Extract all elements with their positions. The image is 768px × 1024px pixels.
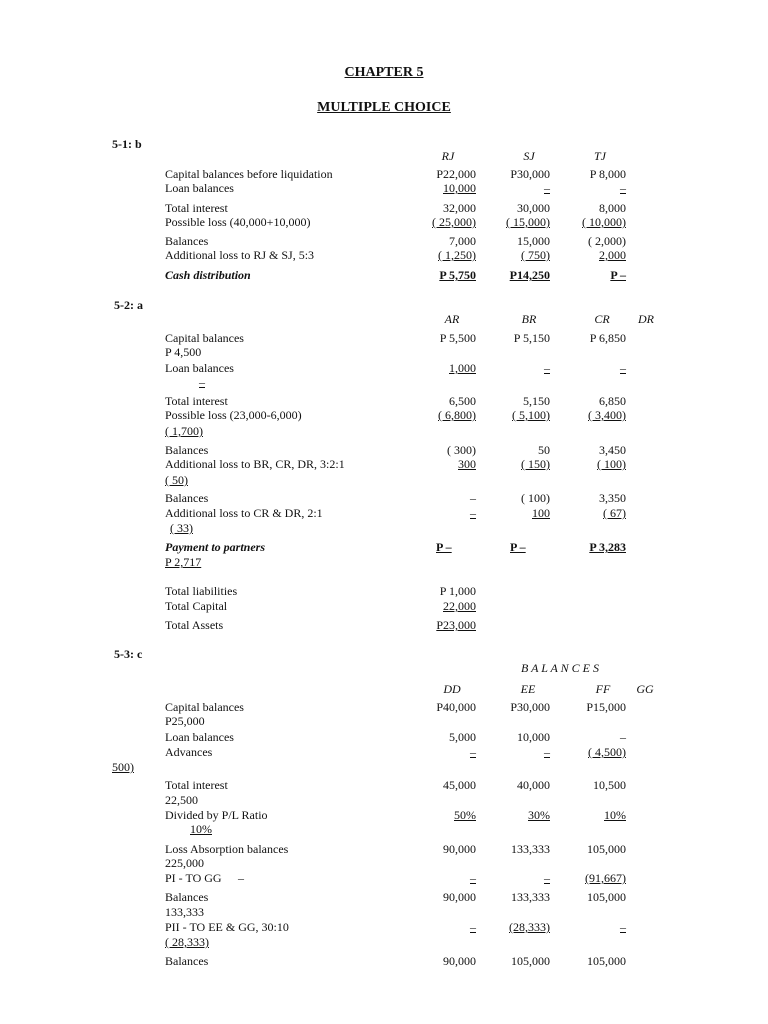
cell-value: 105,000 [587, 954, 626, 968]
cell-value: ( 100) [597, 457, 626, 471]
column-header: RJ [441, 149, 455, 163]
column-header: AR [444, 312, 460, 326]
cell-value: 300 [458, 457, 476, 471]
column-header: GG [636, 682, 654, 696]
cell-value: 133,333 [511, 842, 550, 856]
problem-label: 5-3: c [114, 647, 143, 661]
cell-value: 22,500 [165, 793, 198, 807]
row-label: PII - TO EE & GG, 30:10 [165, 920, 289, 934]
cell-value: 6,500 [449, 394, 476, 408]
cell-value: – [470, 920, 476, 934]
cell-value: ( 300) [447, 443, 476, 457]
cell-value: ( 28,333) [165, 935, 209, 949]
cell-value: ( 150) [521, 457, 550, 471]
cell-value: 2,000 [599, 248, 626, 262]
cell-value: – [544, 745, 550, 759]
column-header: EE [520, 682, 536, 696]
row-label: Balances [165, 491, 209, 505]
row-label: Total liabilities [165, 584, 238, 598]
cell-value: 90,000 [443, 842, 476, 856]
cell-value: – [620, 361, 626, 375]
cell-value: P 8,000 [589, 167, 626, 181]
row-label: Capital balances [165, 331, 244, 345]
cell-value: 30% [528, 808, 550, 822]
cell-value: 105,000 [587, 890, 626, 904]
column-header: DR [638, 312, 654, 326]
cell-value: 15,000 [517, 234, 550, 248]
cell-value: P40,000 [436, 700, 476, 714]
row-label: Loan balances [165, 181, 234, 195]
cell-value: 7,000 [449, 234, 476, 248]
cell-value: P23,000 [436, 618, 476, 632]
cell-value: ( 50) [165, 473, 188, 487]
column-header: BR [521, 312, 537, 326]
cell-value: – [470, 506, 476, 520]
row-label: Divided by P/L Ratio [165, 808, 268, 822]
cell-value: P 2,717 [165, 555, 202, 569]
cell-value: ( 5,100) [512, 408, 550, 422]
row-label: Loss Absorption balances [165, 842, 289, 856]
cell-value: 3,350 [599, 491, 626, 505]
cell-value: 10,500 [593, 778, 626, 792]
cell-value: 22,000 [443, 599, 476, 613]
row-label: Additional loss to RJ & SJ, 5:3 [165, 248, 315, 262]
column-header: TJ [594, 149, 606, 163]
row-label: Additional loss to CR & DR, 2:1 [165, 506, 323, 520]
cell-value: ( 15,000) [506, 215, 550, 229]
cell-value: P 1,000 [439, 584, 476, 598]
cell-value: 5,150 [523, 394, 550, 408]
cell-value: ( 100) [521, 491, 550, 505]
problem-label: 5-1: b [112, 137, 142, 151]
cell-value: ( 67) [603, 506, 626, 520]
cell-value: – [544, 871, 550, 885]
cell-value: P 6,850 [589, 331, 626, 345]
cell-value: 105,000 [587, 842, 626, 856]
cell-value: – [238, 871, 244, 885]
column-header: CR [594, 312, 610, 326]
cell-value: 500) [112, 760, 134, 774]
cell-value: 10% [604, 808, 626, 822]
cell-value: 50% [454, 808, 476, 822]
group-header: B A L A N C E S [521, 661, 599, 675]
row-label: Loan balances [165, 361, 234, 375]
cell-value: 90,000 [443, 954, 476, 968]
cell-value: P 5,150 [513, 331, 550, 345]
row-label: Possible loss (40,000+10,000) [165, 215, 311, 229]
cell-value: P15,000 [586, 700, 626, 714]
row-label: Capital balances before liquidation [165, 167, 333, 181]
cell-value: P25,000 [165, 714, 205, 728]
row-label: Balances [165, 443, 209, 457]
cell-value: 105,000 [511, 954, 550, 968]
cell-value: ( 33) [170, 521, 193, 535]
cell-value: 1,000 [449, 361, 476, 375]
cell-value: – [620, 181, 626, 195]
cell-value: P14,250 [509, 268, 550, 282]
cell-value: (91,667) [585, 871, 626, 885]
cell-value: 50 [538, 443, 550, 457]
cell-value: 133,333 [511, 890, 550, 904]
cell-value: P – [610, 268, 626, 282]
cell-value: P22,000 [436, 167, 476, 181]
cell-value: P30,000 [510, 700, 550, 714]
cell-value: – [544, 181, 550, 195]
cell-value: – [199, 375, 205, 389]
cell-value: ( 1,700) [165, 424, 203, 438]
cell-value: – [620, 920, 626, 934]
cell-value: P 3,283 [589, 540, 626, 554]
row-label: Advances [165, 745, 213, 759]
cell-value: 10% [190, 822, 212, 836]
cell-value: 30,000 [517, 201, 550, 215]
row-label: Loan balances [165, 730, 234, 744]
cell-value: 45,000 [443, 778, 476, 792]
cell-value: – [470, 745, 476, 759]
row-label: Balances [165, 234, 209, 248]
cell-value: ( 3,400) [588, 408, 626, 422]
cell-value: 40,000 [517, 778, 550, 792]
row-label: Total interest [165, 201, 228, 215]
cell-value: P30,000 [510, 167, 550, 181]
cell-value: P – [436, 540, 452, 554]
row-label: Payment to partners [165, 540, 266, 554]
column-header: FF [595, 682, 611, 696]
cell-value: – [544, 361, 550, 375]
cell-value: ( 750) [521, 248, 550, 262]
cell-value: P 4,500 [165, 345, 202, 359]
cell-value: ( 10,000) [582, 215, 626, 229]
row-label: Balances [165, 954, 209, 968]
cell-value: ( 1,250) [438, 248, 476, 262]
row-label: Possible loss (23,000-6,000) [165, 408, 302, 422]
row-label: Balances [165, 890, 209, 904]
column-header: SJ [523, 149, 535, 163]
cell-value: 100 [532, 506, 550, 520]
cell-value: P – [510, 540, 526, 554]
row-label: Total interest [165, 394, 228, 408]
cell-value: 10,000 [517, 730, 550, 744]
row-label: Capital balances [165, 700, 244, 714]
problem-label: 5-2: a [114, 298, 143, 312]
row-label: Cash distribution [165, 268, 251, 282]
row-label: Total Assets [165, 618, 224, 632]
cell-value: 133,333 [165, 905, 204, 919]
cell-value: ( 25,000) [432, 215, 476, 229]
cell-value: ( 2,000) [588, 234, 626, 248]
cell-value: ( 4,500) [588, 745, 626, 759]
cell-value: P 5,750 [439, 268, 476, 282]
cell-value: P 5,500 [439, 331, 476, 345]
row-label: PI - TO GG [165, 871, 222, 885]
cell-value: 5,000 [449, 730, 476, 744]
cell-value: ( 6,800) [438, 408, 476, 422]
cell-value: (28,333) [509, 920, 550, 934]
cell-value: 3,450 [599, 443, 626, 457]
section-subtitle: MULTIPLE CHOICE [317, 100, 451, 115]
cell-value: 6,850 [599, 394, 626, 408]
cell-value: – [470, 491, 476, 505]
cell-value: 90,000 [443, 890, 476, 904]
cell-value: 10,000 [443, 181, 476, 195]
cell-value: 225,000 [165, 856, 204, 870]
cell-value: 8,000 [599, 201, 626, 215]
cell-value: – [620, 730, 626, 744]
column-header: DD [443, 682, 461, 696]
row-label: Total interest [165, 778, 228, 792]
row-label: Total Capital [165, 599, 228, 613]
cell-value: – [470, 871, 476, 885]
cell-value: 32,000 [443, 201, 476, 215]
chapter-title: CHAPTER 5 [344, 65, 424, 80]
row-label: Additional loss to BR, CR, DR, 3:2:1 [165, 457, 345, 471]
